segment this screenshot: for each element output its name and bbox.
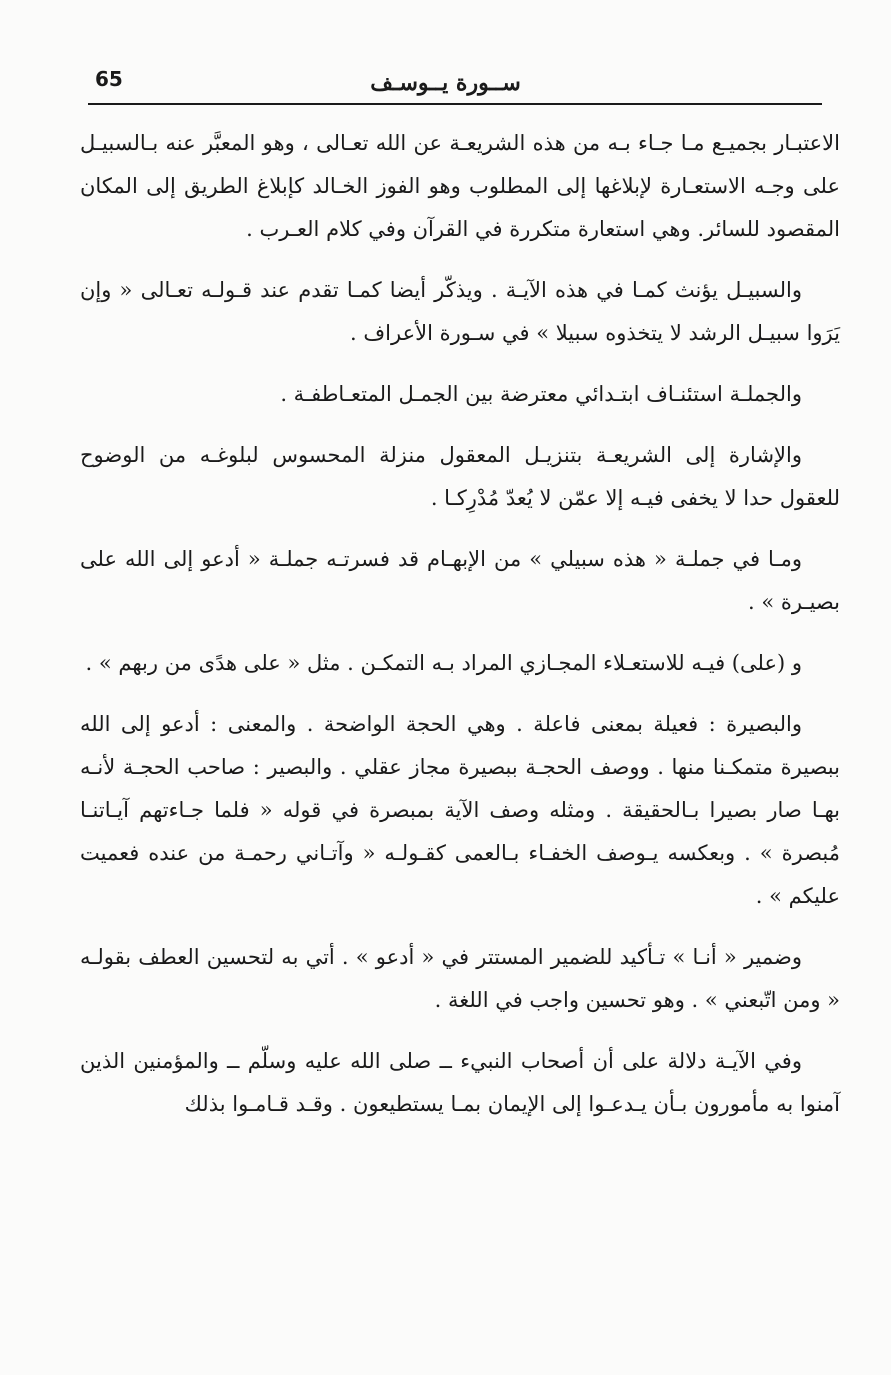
paragraph: والجملـة استئنـاف ابتـدائي معترضة بين الجمـل المتعـاطفـة . xyxy=(280,382,802,406)
running-title: ســورة يــوسـف xyxy=(370,70,521,96)
paragraph: وضمير « أنـا » تـأكيد للضمير المستتر في « أدعو » . أتي به لتحسين العطف بقولـه « ومن اتّبعني » . وهو تحسين واجب في اللغة . xyxy=(80,945,840,1012)
page-number: 65 xyxy=(95,67,123,91)
paragraph: و (على) فيـه للاستعـلاء المجـازي المراد بـه التمكـن . مثل « على هدًى من ربهم » . xyxy=(85,651,802,675)
body-text xyxy=(80,122,840,1144)
paragraph: والبصيرة : فعيلة بمعنى فاعلة . وهي الحجة الواضحة . والمعنى : أدعو إلى الله ببصيرة متمكـنا منها . ووصف الحجـة ببصيرة مجاز عقلي . والبصير : صاحب الحجـة لأنـه بهـا صار بصيرا بـالحقيقة . ومثله وصف الآية بمبصرة في قوله « فلما جـاءتهم آيـاتنـا مُبصرة » . وبعكسه يـوصف الخفـاء بـالعمى كقـولـه « وآتـاني رحمـة من عنده فعميت عليكم » . xyxy=(80,712,840,908)
paragraph: والإشارة إلى الشريعـة بتنزيـل المعقول منزلة المحسوس لبلوغـه من الوضوح للعقول حدا لا يخفى فيـه إلا عمّن لا يُعدّ مُدْرِكـا . xyxy=(80,443,840,510)
header-rule xyxy=(88,103,822,105)
paragraph: ومـا في جملـة « هذه سبيلي » من الإبهـام قد فسرتـه جملـة « أدعو إلى الله على بصيـرة » . xyxy=(80,547,840,614)
paragraph: والسبيـل يؤنث كمـا في هذه الآيـة . ويذكّر أيضا كمـا تقدم عند قـولـه تعـالى « وإن يَرَوا سبيـل الرشد لا يتخذوه سبيلا » في سـورة الأعراف . xyxy=(80,278,840,345)
paragraph: الاعتبـار بجميـع مـا جـاء بـه من هذه الشريعـة عن الله تعـالى ، وهو المعبَّر عنه بـالسبيـل على وجـه الاستعـارة لإبلاغها إلى المطلوب وهو الفوز الخـالد كإبلاغ الطريق إلى المكان المقصود للسائر. وهي استعارة متكررة في القرآن وفي كلام العـرب . xyxy=(80,131,840,241)
paragraph: وفي الآيـة دلالة على أن أصحاب النبيء ــ صلى الله عليه وسلّم ــ والمؤمنين الذين آمنوا به مأمورون بـأن يـدعـوا إلى الإيمان بمـا يستطيعون . وقـد قـامـوا بذلك xyxy=(80,1049,840,1116)
